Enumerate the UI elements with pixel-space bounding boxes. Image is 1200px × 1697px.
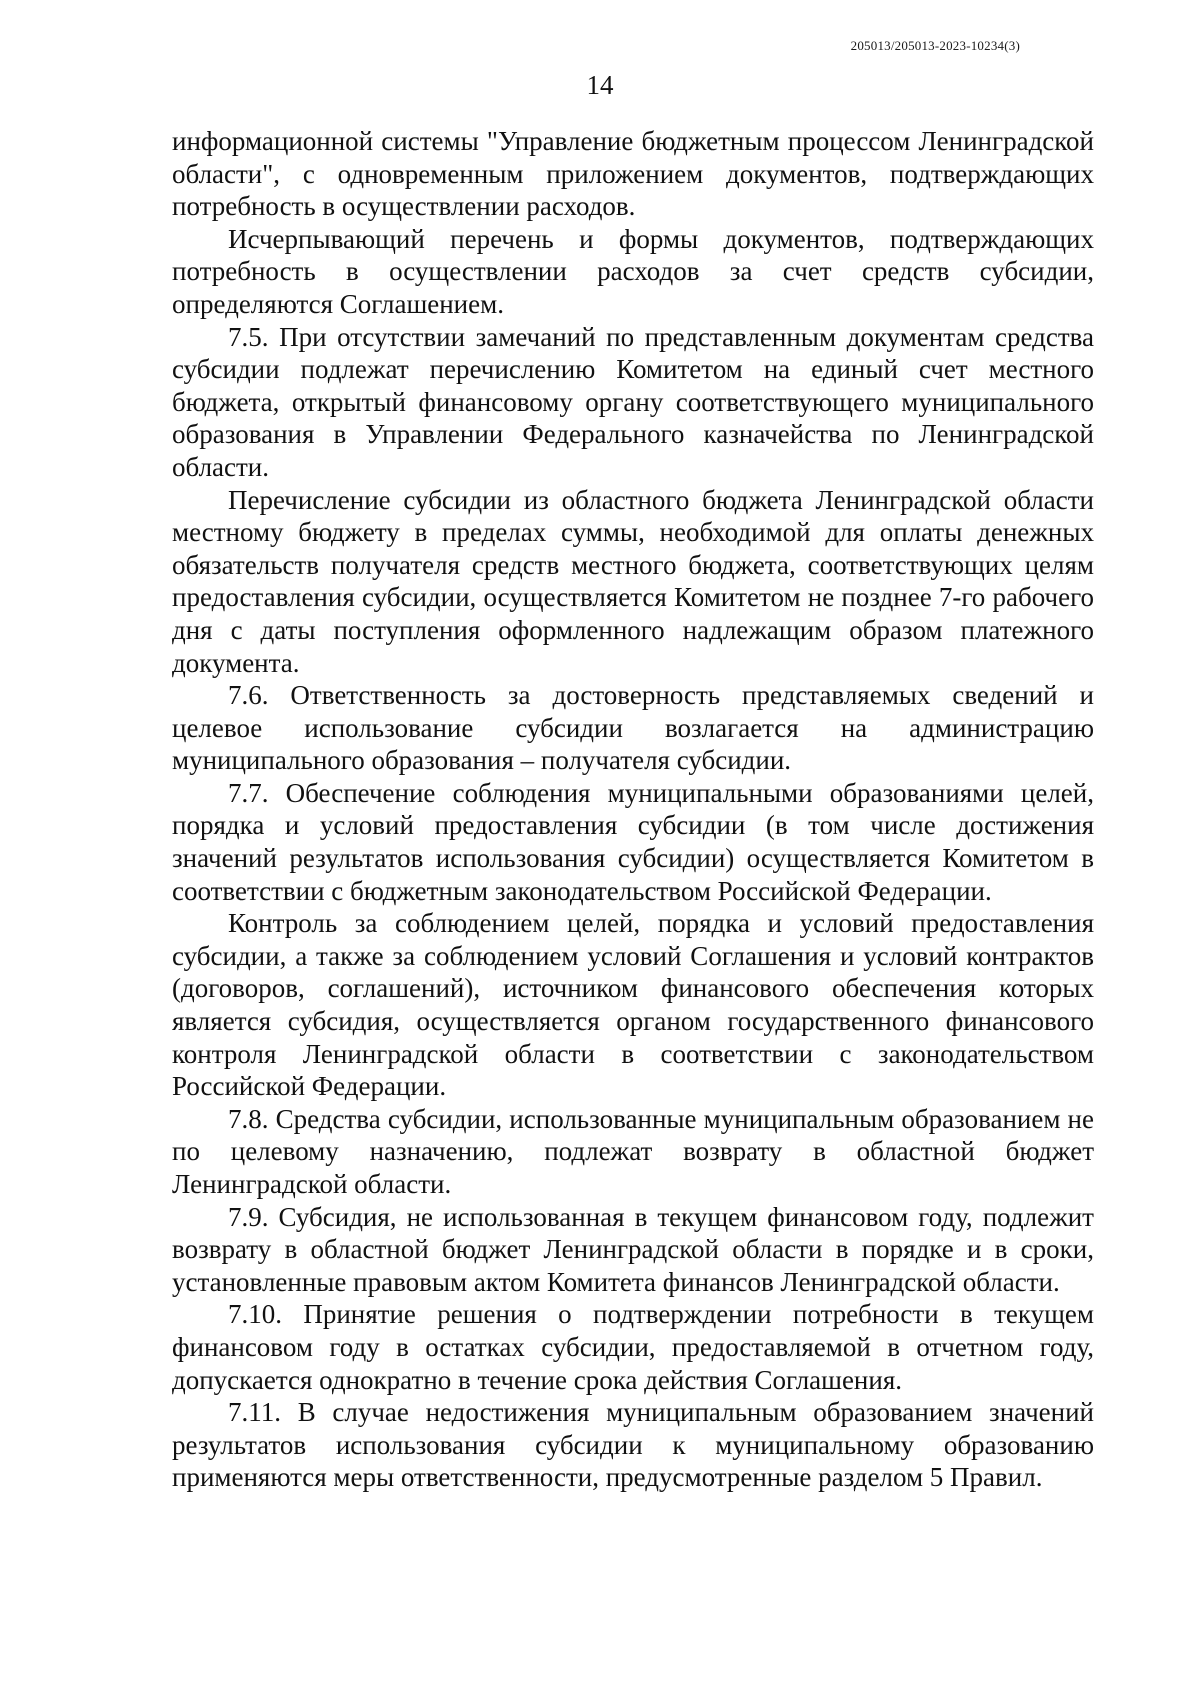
paragraph-7-5: 7.5. При отсутствии замечаний по представленным документам средства субсидии подлежат перечислению Комитетом на единый счет местного бюджета, открытый финансовому органу соответствующего муниципального образования в Управлении Федерального казначейства по Ленинградской области.	[172, 321, 1094, 482]
paragraph: информационной системы "Управление бюджетным процессом Ленинградской области", с одновременным приложением документов, подтверждающих потребность в осуществлении расходов.	[172, 126, 1094, 222]
document-id: 205013/205013-2023-10234(3)	[850, 38, 1020, 53]
paragraph: Контроль за соблюдением целей, порядка и условий предоставления субсидии, а также за соблюдением условий Соглашения и условий контрактов (договоров, соглашений), источником финансового обеспечения которых является субсидия, осуществляется органом государственного финансового контроля Ленинградской области в соответствии с законодательством Российской Федерации.	[172, 908, 1094, 1102]
paragraph-7-8: 7.8. Средства субсидии, использованные муниципальным образованием не по целевому назначению, подлежат возврату в областной бюджет Ленинградской области.	[172, 1103, 1094, 1199]
paragraph-7-11: 7.11. В случае недостижения муниципальным образованием значений результатов использования субсидии к муниципальному образованию применяются меры ответственности, предусмотренные разделом 5 Правил.	[172, 1397, 1094, 1493]
paragraph: Исчерпывающий перечень и формы документов, подтверждающих потребность в осуществлении расходов за счет средств субсидии, определяются Соглашением.	[172, 223, 1094, 319]
paragraph-7-6: 7.6. Ответственность за достоверность представляемых сведений и целевое использование субсидии возлагается на администрацию муниципального образования – получателя субсидии.	[172, 680, 1094, 776]
paragraph-7-7: 7.7. Обеспечение соблюдения муниципальными образованиями целей, порядка и условий предоставления субсидии (в том числе достижения значений результатов использования субсидии) осуществляется Комитетом в соответствии с бюджетным законодательством Российской Федерации.	[172, 777, 1094, 906]
document-body	[172, 125, 1094, 1494]
page-number: 14	[586, 70, 614, 100]
paragraph-7-10: 7.10. Принятие решения о подтверждении потребности в текущем финансовом году в остатках субсидии, предоставляемой в отчетном году, допускается однократно в течение срока действия Соглашения.	[172, 1299, 1094, 1395]
paragraph-7-9: 7.9. Субсидия, не использованная в текущем финансовом году, подлежит возврату в областной бюджет Ленинградской области в порядке и в сроки, установленные правовым актом Комитета финансов Ленинградской области.	[172, 1201, 1094, 1297]
paragraph: Перечисление субсидии из областного бюджета Ленинградской области местному бюджету в пределах суммы, необходимой для оплаты денежных обязательств получателя средств местного бюджета, соответствующих целям предоставления субсидии, осуществляется Комитетом не позднее 7-го рабочего дня с даты поступления оформленного надлежащим образом платежного документа.	[172, 484, 1094, 678]
